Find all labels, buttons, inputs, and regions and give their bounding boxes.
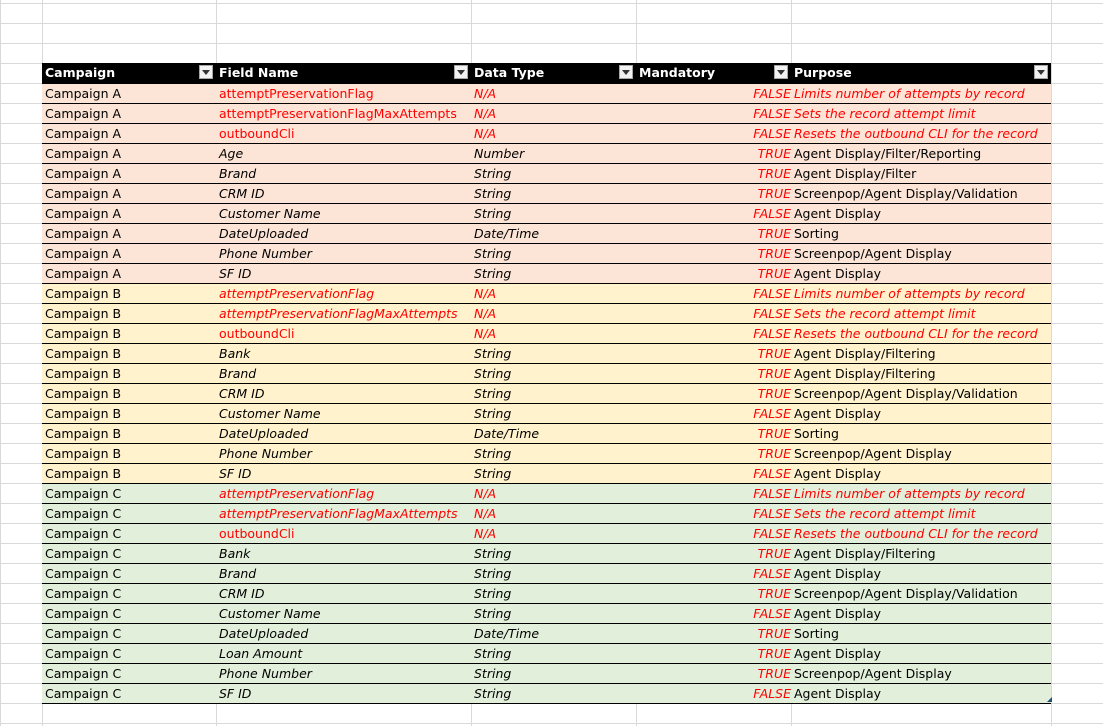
field-name-cell[interactable]: attemptPreservationFlag: [216, 483, 471, 503]
data-type-cell[interactable]: Number: [471, 143, 636, 163]
data-type-cell[interactable]: String: [471, 343, 636, 363]
table-row: [42, 623, 1051, 643]
table-row: [42, 503, 1051, 523]
field-name-cell[interactable]: outboundCli: [216, 323, 471, 343]
table-row: [42, 103, 1051, 123]
mandatory-cell[interactable]: FALSE: [636, 503, 791, 523]
data-type-cell[interactable]: String: [471, 463, 636, 483]
field-name-cell[interactable]: Loan Amount: [216, 643, 471, 663]
data-type-cell[interactable]: String: [471, 683, 636, 703]
field-name-cell[interactable]: attemptPreservationFlagMaxAttempts: [216, 103, 471, 123]
data-type-cell[interactable]: String: [471, 603, 636, 623]
purpose-cell[interactable]: Agent Display: [791, 203, 1051, 223]
campaign-cell[interactable]: Campaign C: [42, 523, 216, 543]
table-row: [42, 143, 1051, 163]
table-row: [42, 383, 1051, 403]
data-type-cell[interactable]: N/A: [471, 483, 636, 503]
field-name-cell[interactable]: Phone Number: [216, 243, 471, 263]
data-type-cell[interactable]: String: [471, 383, 636, 403]
campaign-cell[interactable]: Campaign C: [42, 663, 216, 683]
data-table: [42, 63, 1051, 704]
purpose-cell[interactable]: Sorting: [791, 223, 1051, 243]
header-purpose-label: Purpose: [794, 65, 852, 81]
data-type-cell[interactable]: String: [471, 583, 636, 603]
mandatory-cell[interactable]: TRUE: [636, 623, 791, 643]
campaign-cell[interactable]: Campaign C: [42, 623, 216, 643]
mandatory-cell[interactable]: TRUE: [636, 543, 791, 563]
purpose-cell[interactable]: Screenpop/Agent Display: [791, 243, 1051, 263]
table-row: [42, 683, 1051, 703]
data-type-cell[interactable]: Date/Time: [471, 223, 636, 243]
campaign-cell[interactable]: Campaign A: [42, 123, 216, 143]
purpose-cell[interactable]: Screenpop/Agent Display: [791, 663, 1051, 683]
filter-dropdown-icon[interactable]: [199, 65, 213, 79]
purpose-cell[interactable]: Limits number of attempts by record: [791, 483, 1051, 503]
mandatory-cell[interactable]: FALSE: [636, 683, 791, 703]
campaign-cell[interactable]: Campaign C: [42, 543, 216, 563]
campaign-cell[interactable]: Campaign B: [42, 403, 216, 423]
data-type-cell[interactable]: String: [471, 643, 636, 663]
campaign-cell[interactable]: Campaign C: [42, 503, 216, 523]
table-row: [42, 223, 1051, 243]
field-name-cell[interactable]: Bank: [216, 543, 471, 563]
mandatory-cell[interactable]: FALSE: [636, 563, 791, 583]
data-type-cell[interactable]: N/A: [471, 503, 636, 523]
data-type-cell[interactable]: N/A: [471, 83, 636, 103]
purpose-cell[interactable]: Resets the outbound CLI for the record: [791, 523, 1051, 543]
mandatory-cell[interactable]: TRUE: [636, 363, 791, 383]
campaign-cell[interactable]: Campaign B: [42, 443, 216, 463]
header-data-type: [471, 63, 636, 83]
field-name-cell[interactable]: Bank: [216, 343, 471, 363]
grid-column-line: [1051, 0, 1052, 726]
mandatory-cell[interactable]: FALSE: [636, 283, 791, 303]
campaign-cell[interactable]: Campaign B: [42, 303, 216, 323]
mandatory-cell[interactable]: FALSE: [636, 83, 791, 103]
header-field-name-label: Field Name: [219, 65, 299, 81]
data-type-cell[interactable]: String: [471, 163, 636, 183]
field-name-cell[interactable]: CRM ID: [216, 583, 471, 603]
table-row: [42, 483, 1051, 503]
purpose-cell[interactable]: Agent Display/Filtering: [791, 343, 1051, 363]
data-type-cell[interactable]: Date/Time: [471, 623, 636, 643]
purpose-cell[interactable]: Limits number of attempts by record: [791, 83, 1051, 103]
campaign-cell[interactable]: Campaign C: [42, 583, 216, 603]
header-campaign-label: Campaign: [45, 65, 116, 81]
purpose-cell[interactable]: Screenpop/Agent Display/Validation: [791, 183, 1051, 203]
field-name-cell[interactable]: CRM ID: [216, 183, 471, 203]
header-mandatory: [636, 63, 791, 83]
table-row: [42, 303, 1051, 323]
mandatory-cell[interactable]: TRUE: [636, 223, 791, 243]
table-row: [42, 563, 1051, 583]
data-type-cell[interactable]: String: [471, 403, 636, 423]
mandatory-cell[interactable]: FALSE: [636, 103, 791, 123]
table-row: [42, 283, 1051, 303]
table-header-row: [42, 63, 1051, 83]
field-name-cell[interactable]: attemptPreservationFlag: [216, 283, 471, 303]
header-purpose: [791, 63, 1051, 83]
data-type-cell[interactable]: N/A: [471, 103, 636, 123]
purpose-cell[interactable]: Screenpop/Agent Display: [791, 443, 1051, 463]
purpose-cell[interactable]: Resets the outbound CLI for the record: [791, 323, 1051, 343]
mandatory-cell[interactable]: TRUE: [636, 163, 791, 183]
mandatory-cell[interactable]: FALSE: [636, 483, 791, 503]
header-field-name: [216, 63, 471, 83]
table-row: [42, 323, 1051, 343]
table-row: [42, 343, 1051, 363]
table-row: [42, 263, 1051, 283]
data-type-cell[interactable]: String: [471, 663, 636, 683]
campaign-cell[interactable]: Campaign A: [42, 203, 216, 223]
campaign-cell[interactable]: Campaign C: [42, 643, 216, 663]
table-row: [42, 663, 1051, 683]
table-row: [42, 363, 1051, 383]
purpose-cell[interactable]: Agent Display: [791, 263, 1051, 283]
purpose-cell[interactable]: Agent Display: [791, 643, 1051, 663]
field-name-cell[interactable]: Customer Name: [216, 403, 471, 423]
mandatory-cell[interactable]: FALSE: [636, 403, 791, 423]
table-row: [42, 423, 1051, 443]
campaign-cell[interactable]: Campaign A: [42, 103, 216, 123]
campaign-cell[interactable]: Campaign A: [42, 243, 216, 263]
campaign-cell[interactable]: Campaign A: [42, 183, 216, 203]
mandatory-cell[interactable]: TRUE: [636, 663, 791, 683]
purpose-cell[interactable]: Sets the record attempt limit: [791, 103, 1051, 123]
mandatory-cell[interactable]: FALSE: [636, 303, 791, 323]
table-row: [42, 463, 1051, 483]
mandatory-cell[interactable]: TRUE: [636, 183, 791, 203]
table-row: [42, 123, 1051, 143]
purpose-cell[interactable]: Agent Display: [791, 403, 1051, 423]
field-name-cell[interactable]: Age: [216, 143, 471, 163]
data-type-cell[interactable]: Date/Time: [471, 423, 636, 443]
data-type-cell[interactable]: String: [471, 183, 636, 203]
field-name-cell[interactable]: Phone Number: [216, 443, 471, 463]
campaign-cell[interactable]: Campaign C: [42, 603, 216, 623]
field-name-cell[interactable]: attemptPreservationFlagMaxAttempts: [216, 303, 471, 323]
field-name-cell[interactable]: DateUploaded: [216, 423, 471, 443]
field-name-cell[interactable]: Customer Name: [216, 203, 471, 223]
purpose-cell[interactable]: Screenpop/Agent Display/Validation: [791, 583, 1051, 603]
campaign-cell[interactable]: Campaign A: [42, 83, 216, 103]
purpose-cell[interactable]: Sets the record attempt limit: [791, 503, 1051, 523]
mandatory-cell[interactable]: FALSE: [636, 123, 791, 143]
table-row: [42, 163, 1051, 183]
campaign-cell[interactable]: Campaign A: [42, 163, 216, 183]
campaign-cell[interactable]: Campaign B: [42, 283, 216, 303]
data-type-cell[interactable]: String: [471, 203, 636, 223]
campaign-cell[interactable]: Campaign B: [42, 463, 216, 483]
campaign-cell[interactable]: Campaign C: [42, 563, 216, 583]
field-name-cell[interactable]: Customer Name: [216, 603, 471, 623]
purpose-cell[interactable]: Agent Display/Filtering: [791, 543, 1051, 563]
mandatory-cell[interactable]: TRUE: [636, 243, 791, 263]
purpose-cell[interactable]: Agent Display/Filtering: [791, 363, 1051, 383]
data-type-cell[interactable]: String: [471, 543, 636, 563]
purpose-cell[interactable]: Agent Display: [791, 683, 1051, 703]
data-type-cell[interactable]: String: [471, 243, 636, 263]
purpose-cell[interactable]: Agent Display: [791, 603, 1051, 623]
header-data-type-label: Data Type: [474, 65, 545, 81]
field-name-cell[interactable]: attemptPreservationFlagMaxAttempts: [216, 503, 471, 523]
mandatory-cell[interactable]: TRUE: [636, 143, 791, 163]
filter-dropdown-icon[interactable]: [454, 65, 468, 79]
field-name-cell[interactable]: SF ID: [216, 683, 471, 703]
mandatory-cell[interactable]: FALSE: [636, 203, 791, 223]
campaign-cell[interactable]: Campaign C: [42, 683, 216, 703]
mandatory-cell[interactable]: TRUE: [636, 343, 791, 363]
filter-dropdown-icon[interactable]: [619, 65, 633, 79]
mandatory-cell[interactable]: TRUE: [636, 383, 791, 403]
campaign-cell[interactable]: Campaign B: [42, 383, 216, 403]
header-campaign: [42, 63, 216, 83]
table-row: [42, 83, 1051, 103]
table-row: [42, 183, 1051, 203]
field-name-cell[interactable]: SF ID: [216, 263, 471, 283]
mandatory-cell[interactable]: TRUE: [636, 443, 791, 463]
data-type-cell[interactable]: N/A: [471, 303, 636, 323]
data-type-cell[interactable]: N/A: [471, 283, 636, 303]
data-type-cell[interactable]: N/A: [471, 323, 636, 343]
campaign-cell[interactable]: Campaign B: [42, 423, 216, 443]
mandatory-cell[interactable]: TRUE: [636, 423, 791, 443]
field-name-cell[interactable]: DateUploaded: [216, 623, 471, 643]
field-name-cell[interactable]: Brand: [216, 363, 471, 383]
purpose-cell[interactable]: Screenpop/Agent Display/Validation: [791, 383, 1051, 403]
filter-dropdown-icon[interactable]: [774, 65, 788, 79]
field-name-cell[interactable]: CRM ID: [216, 383, 471, 403]
purpose-cell[interactable]: Sets the record attempt limit: [791, 303, 1051, 323]
mandatory-cell[interactable]: FALSE: [636, 323, 791, 343]
purpose-cell[interactable]: Sorting: [791, 623, 1051, 643]
data-type-cell[interactable]: String: [471, 563, 636, 583]
field-name-cell[interactable]: DateUploaded: [216, 223, 471, 243]
data-type-cell[interactable]: String: [471, 443, 636, 463]
mandatory-cell[interactable]: FALSE: [636, 523, 791, 543]
table-row: [42, 523, 1051, 543]
field-name-cell[interactable]: outboundCli: [216, 123, 471, 143]
table-row: [42, 203, 1051, 223]
table-row: [42, 403, 1051, 423]
field-name-cell[interactable]: attemptPreservationFlag: [216, 83, 471, 103]
table-row: [42, 443, 1051, 463]
table-row: [42, 543, 1051, 563]
campaign-cell[interactable]: Campaign A: [42, 143, 216, 163]
mandatory-cell[interactable]: TRUE: [636, 643, 791, 663]
campaign-cell[interactable]: Campaign C: [42, 483, 216, 503]
purpose-cell[interactable]: Agent Display/Filter: [791, 163, 1051, 183]
purpose-cell[interactable]: Limits number of attempts by record: [791, 283, 1051, 303]
mandatory-cell[interactable]: FALSE: [636, 603, 791, 623]
field-name-cell[interactable]: outboundCli: [216, 523, 471, 543]
mandatory-cell[interactable]: TRUE: [636, 263, 791, 283]
table-row: [42, 243, 1051, 263]
table-row: [42, 643, 1051, 663]
campaign-cell[interactable]: Campaign B: [42, 343, 216, 363]
campaign-cell[interactable]: Campaign A: [42, 263, 216, 283]
mandatory-cell[interactable]: FALSE: [636, 463, 791, 483]
purpose-cell[interactable]: Agent Display: [791, 463, 1051, 483]
campaign-cell[interactable]: Campaign A: [42, 223, 216, 243]
header-mandatory-label: Mandatory: [639, 65, 716, 81]
field-name-cell[interactable]: Phone Number: [216, 663, 471, 683]
data-type-cell[interactable]: String: [471, 363, 636, 383]
field-name-cell[interactable]: SF ID: [216, 463, 471, 483]
filter-dropdown-icon[interactable]: [1034, 65, 1048, 79]
campaign-cell[interactable]: Campaign B: [42, 323, 216, 343]
data-type-cell[interactable]: N/A: [471, 523, 636, 543]
table-row: [42, 603, 1051, 623]
purpose-cell[interactable]: Agent Display/Filter/Reporting: [791, 143, 1051, 163]
field-name-cell[interactable]: Brand: [216, 563, 471, 583]
purpose-cell[interactable]: Sorting: [791, 423, 1051, 443]
campaign-cell[interactable]: Campaign B: [42, 363, 216, 383]
field-name-cell[interactable]: Brand: [216, 163, 471, 183]
data-type-cell[interactable]: N/A: [471, 123, 636, 143]
table-row: [42, 583, 1051, 603]
purpose-cell[interactable]: Agent Display: [791, 563, 1051, 583]
mandatory-cell[interactable]: TRUE: [636, 583, 791, 603]
data-type-cell[interactable]: String: [471, 263, 636, 283]
purpose-cell[interactable]: Resets the outbound CLI for the record: [791, 123, 1051, 143]
